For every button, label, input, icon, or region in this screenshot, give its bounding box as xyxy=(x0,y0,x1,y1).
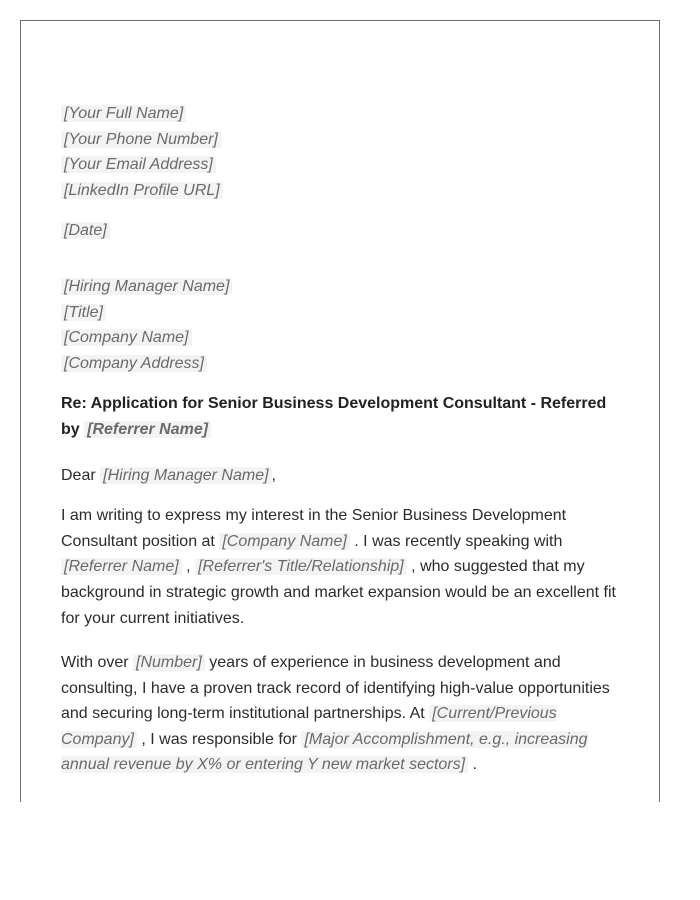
salutation xyxy=(61,463,626,489)
letter-page xyxy=(20,20,660,802)
p2-years-placeholder: [Number] xyxy=(133,654,205,671)
paragraph-1 xyxy=(61,503,626,631)
recipient-company-placeholder: [Company Name] xyxy=(61,329,192,346)
salutation-punct: , xyxy=(271,466,276,484)
sender-email-placeholder: [Your Email Address] xyxy=(61,156,216,173)
p2-text-4: . xyxy=(472,756,477,774)
p1-text-1: I am writing to express my interest in the Senior Business Development Consultant position at xyxy=(61,507,567,550)
sender-block xyxy=(61,101,626,203)
recipient-name-placeholder: [Hiring Manager Name] xyxy=(61,278,232,295)
p2-text-2: years of experience in business development and consulting, I have a proven track record of identifying high-value opportunities and securing long-term institutional partnerships. At xyxy=(61,654,610,723)
p1-text-3: , xyxy=(186,558,191,576)
letter-content xyxy=(61,101,626,778)
p2-text-1: With over xyxy=(61,654,129,672)
subject-referrer-placeholder: [Referrer Name] xyxy=(84,421,211,438)
recipient-address-placeholder: [Company Address] xyxy=(61,355,207,372)
sender-phone-placeholder: [Your Phone Number] xyxy=(61,131,221,148)
p1-text-4: , who suggested that my background in strategic growth and market expansion would be an excellent fit for your current initiatives. xyxy=(61,558,616,627)
recipient-block xyxy=(61,274,626,376)
date-placeholder: [Date] xyxy=(61,222,110,239)
salutation-greeting: Dear xyxy=(61,466,96,484)
sender-name-placeholder: [Your Full Name] xyxy=(61,105,186,122)
recipient-title-placeholder: [Title] xyxy=(61,304,106,321)
sender-linkedin-placeholder: [LinkedIn Profile URL] xyxy=(61,182,223,199)
spacer xyxy=(61,203,626,218)
p1-text-2: . I was recently speaking with xyxy=(354,532,563,550)
p2-company-placeholder: [Current/Previous Company] xyxy=(61,705,557,748)
salutation-name-placeholder: [Hiring Manager Name] xyxy=(100,467,271,484)
spacer xyxy=(61,244,626,274)
p1-relationship-placeholder: [Referrer's Title/Relationship] xyxy=(195,558,407,575)
p1-referrer-placeholder: [Referrer Name] xyxy=(61,558,182,575)
date-block xyxy=(61,218,626,244)
subject-text: Re: Application for Senior Business Development Consultant - Referred by xyxy=(61,395,607,438)
p2-accomplishment-placeholder: [Major Accomplishment, e.g., increasing annual revenue by X% or entering Y new market sectors] xyxy=(61,730,588,774)
p2-text-3: , I was responsible for xyxy=(141,730,297,748)
p1-company-placeholder: [Company Name] xyxy=(219,533,350,550)
paragraph-2 xyxy=(61,650,626,778)
subject-line xyxy=(61,391,626,442)
